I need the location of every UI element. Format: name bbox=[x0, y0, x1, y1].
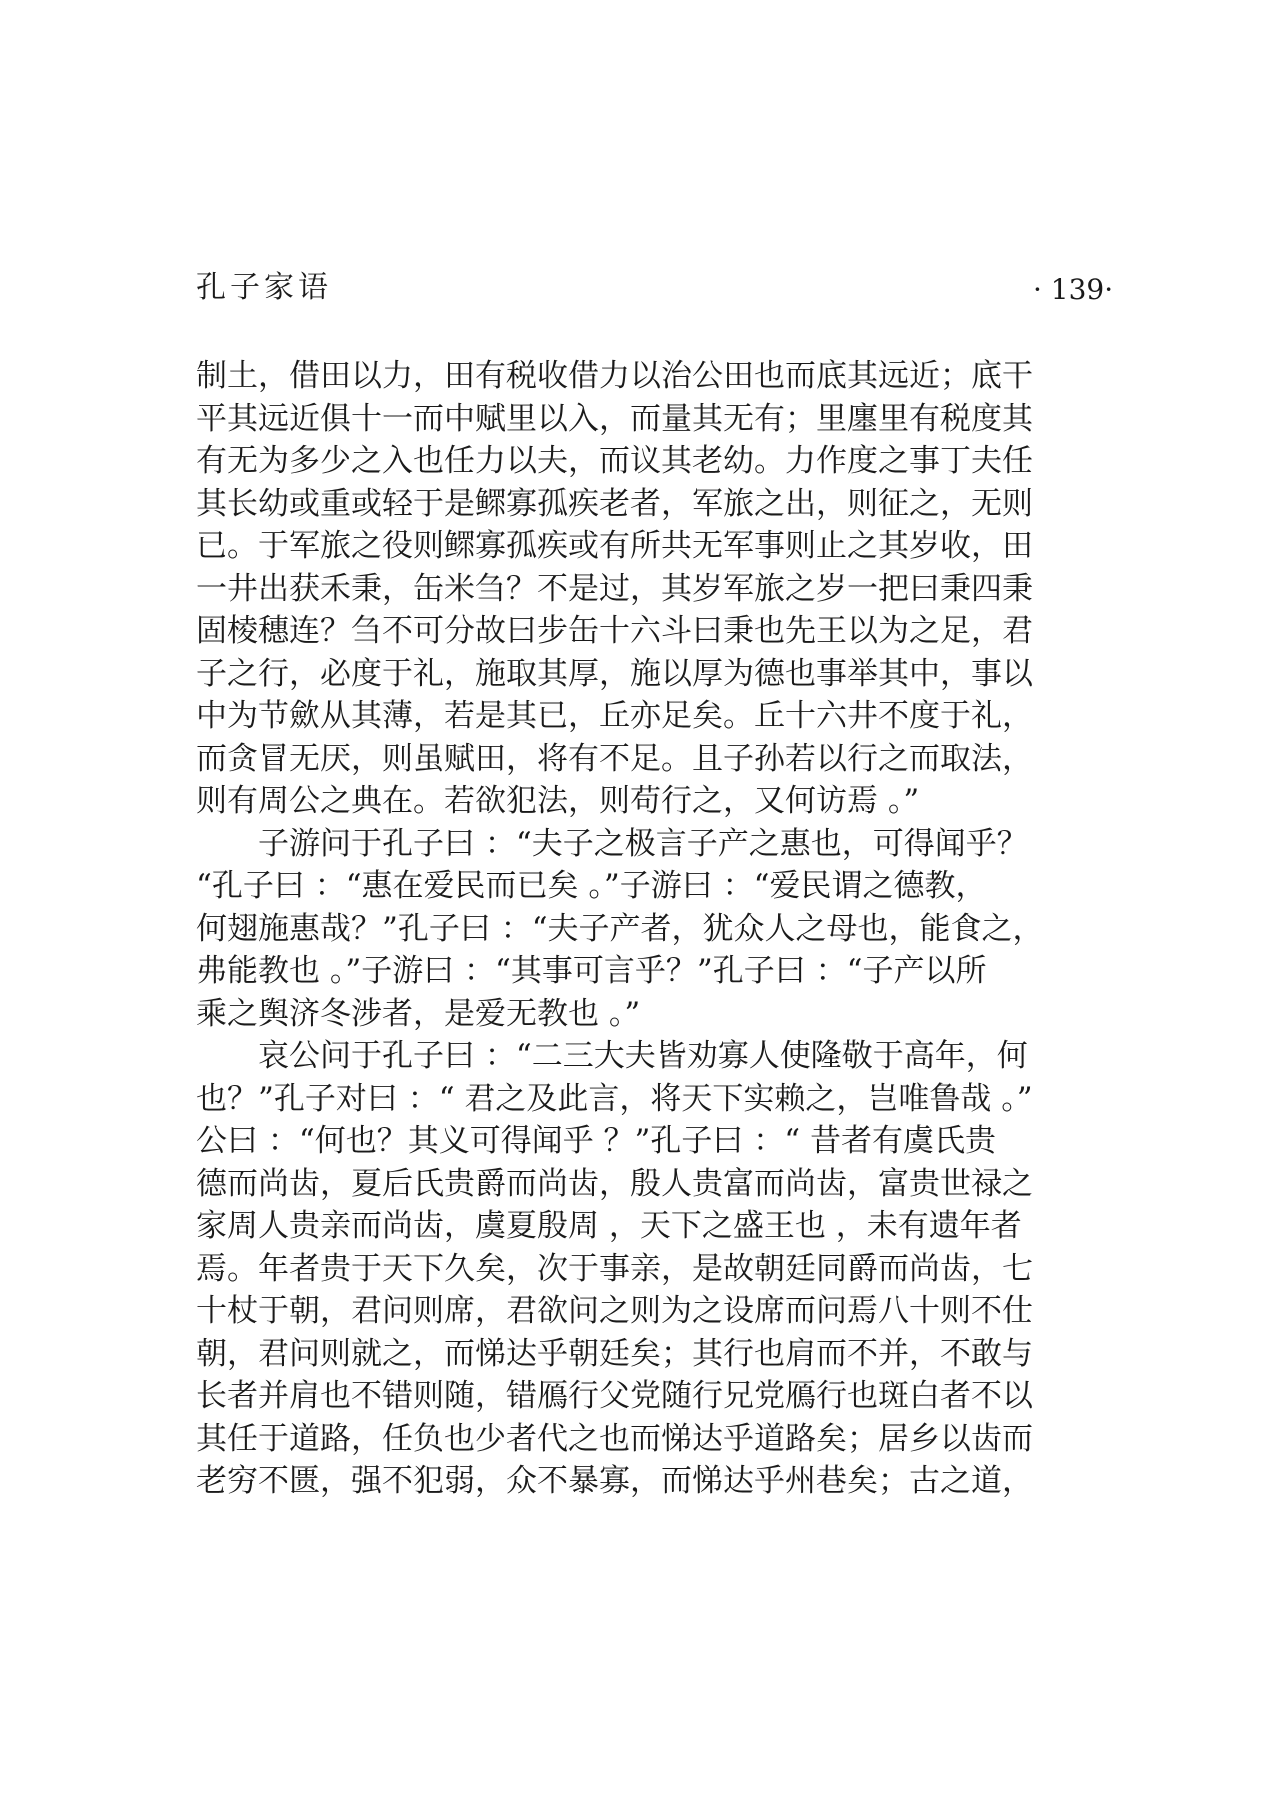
text-line: 则有周公之典在。若欲犯法，则苟行之，又何访焉 。” bbox=[196, 783, 920, 819]
text-line: 长者并肩也不错则随，错鴈行父党随行兄党鴈行也斑白者不以 bbox=[196, 1378, 1033, 1414]
text-line: 制土，借田以力，田有税收借力以治公田也而底其远近；底干 bbox=[196, 358, 1033, 394]
text-line: 其长幼或重或轻于是鳏寡孤疾老者，军旅之出，则征之，无则 bbox=[196, 485, 1033, 522]
text-line: 也？”孔子对曰 ：“ 君之及此言，将天下实赖之，岂唯鲁哉 。” bbox=[196, 1080, 1033, 1117]
text-line: 平其远近俱十一而中赋里以入，而量其无有；里廛里有税度其 bbox=[196, 400, 1033, 437]
text-line: 家周人贵亲而尚齿，虞夏殷周 ，天下之盛王也 ，未有遗年者 bbox=[196, 1208, 1022, 1244]
body-text bbox=[196, 355, 1116, 1503]
page-number: · 139· bbox=[1033, 273, 1114, 306]
text-line: 老穷不匮，强不犯弱，众不暴寡，而悌达乎州巷矣；古之道， bbox=[196, 1463, 1033, 1499]
text-line: 何翅施惠哉？”孔子曰 ：“夫子产者，犹众人之母也，能食之， bbox=[196, 910, 1044, 947]
text-line: 中为节歛从其薄，若是其已，丘亦足矣。丘十六井不度于礼， bbox=[196, 698, 1033, 734]
text-line: 焉。年者贵于天下久矣，次于事亲，是故朝廷同爵而尚齿，七 bbox=[196, 1250, 1033, 1287]
text-line: 哀公问于孔子曰 ：“二三大夫皆劝寡人使隆敬于高年，何 bbox=[258, 1038, 1028, 1074]
text-line: 乘之舆济冬涉者，是爱无教也 。” bbox=[196, 995, 641, 1032]
text-line: 已。于军旅之役则鳏寡孤疾或有所共无军事则止之其岁收，田 bbox=[196, 528, 1033, 564]
text-line: 弗能教也 。”子游曰 ：“其事可言乎？”孔子曰 ：“子产以所 bbox=[196, 953, 987, 989]
text-line: 其任于道路，任负也少者代之也而悌达乎道路矣；居乡以齿而 bbox=[196, 1420, 1033, 1457]
text-line: 而贪冒无厌，则虽赋田，将有不足。且子孙若以行之而取法， bbox=[196, 740, 1033, 777]
text-line: 子游问于孔子曰 ：“夫子之极言子产之惠也，可得闻乎？ bbox=[258, 825, 1028, 862]
text-line: 德而尚齿，夏后氏贵爵而尚齿，殷人贵富而尚齿，富贵世禄之 bbox=[196, 1165, 1033, 1202]
text-line: 十杖于朝，君问则席，君欲问之则为之设席而问焉八十则不仕 bbox=[196, 1293, 1033, 1329]
text-line: 公曰 ：“何也？其义可得闻乎 ？”孔子曰 ：“ 昔者有虞氏贵 bbox=[196, 1123, 996, 1159]
text-line: 朝，君问则就之，而悌达乎朝廷矣；其行也肩而不并，不敢与 bbox=[196, 1335, 1033, 1372]
text-line: 子之行，必度于礼，施取其厚，施以厚为德也事举其中，事以 bbox=[196, 655, 1033, 692]
text-line: “孔子曰 ：“惠在爱民而已矣 。”子游曰 ：“爱民谓之德教， bbox=[196, 868, 987, 904]
text-line: 一井出获禾秉，缶米刍？不是过，其岁军旅之岁一把曰秉四秉 bbox=[196, 570, 1033, 607]
running-header-title: 孔子家语 bbox=[196, 270, 332, 305]
text-line: 有无为多少之入也任力以夫，而议其老幼。力作度之事丁夫任 bbox=[196, 443, 1033, 479]
text-line: 固棱穗连？刍不可分故曰步缶十六斗曰秉也先王以为之足，君 bbox=[196, 613, 1033, 649]
